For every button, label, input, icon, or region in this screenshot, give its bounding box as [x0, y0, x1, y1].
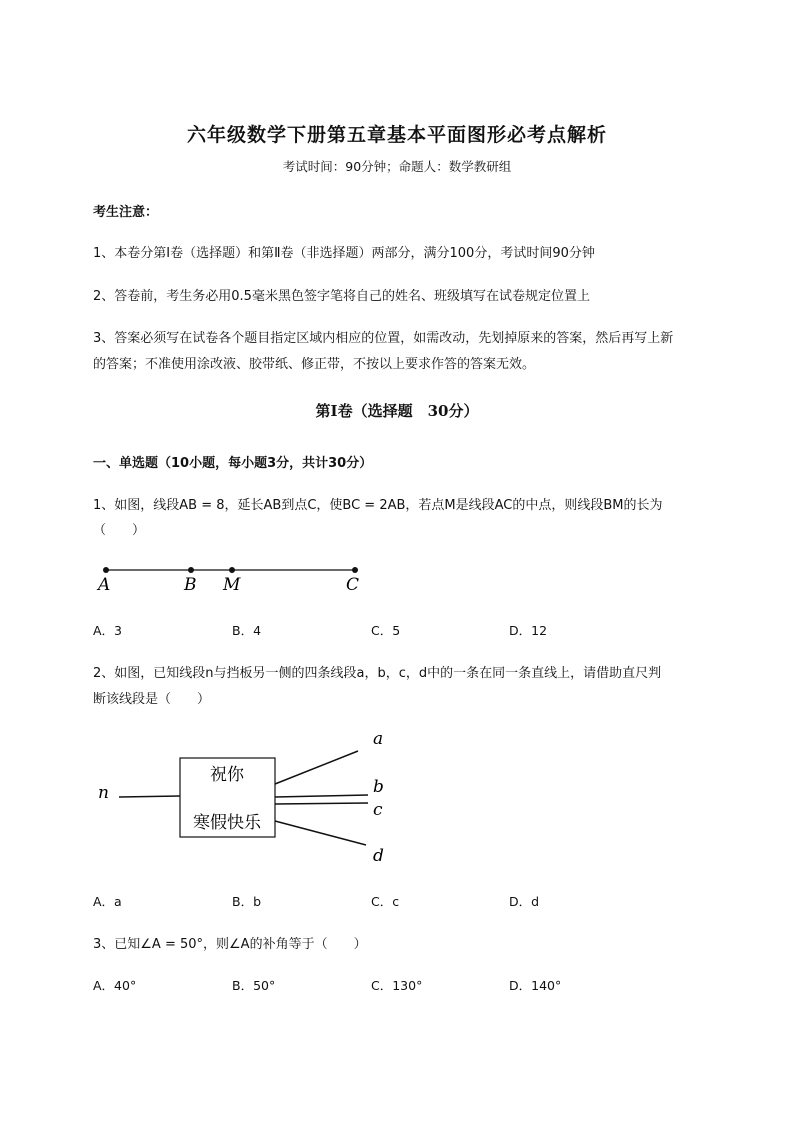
question-1-option-a: A．3 — [93, 623, 123, 638]
line-d — [275, 821, 366, 845]
notice-item-2: 2、答卷前，考生务必用0.5毫米黑色签字笔将自己的姓名、班级填写在试卷规定位置上 — [93, 289, 590, 304]
label-d: d — [373, 846, 384, 866]
question-2-option-a: A．a — [93, 894, 122, 909]
exam-info: 考试时间：90分钟；命题人：数学教研组 — [282, 159, 512, 174]
part-heading: 一、单选题（10小题，每小题3分，共计30分） — [93, 456, 373, 471]
section-title: 第Ⅰ卷（选择题 30分） — [315, 402, 479, 420]
question-1-option-d: D．12 — [509, 623, 548, 638]
question-1-option-c: C．5 — [371, 623, 401, 638]
point-a — [103, 567, 109, 573]
label-a: A — [98, 575, 111, 595]
barrier-text-2: 寒假快乐 — [193, 813, 261, 833]
point-b — [188, 567, 194, 573]
line-a — [275, 751, 358, 784]
notice-heading: 考生注意： — [93, 205, 159, 220]
label-b: B — [184, 575, 197, 595]
question-1-option-b: B．4 — [232, 623, 262, 638]
question-2-paren: 断该线段是（ ） — [93, 692, 211, 707]
question-2-option-c: C．c — [371, 894, 400, 909]
notice-item-3-cont: 的答案；不准使用涂改液、胶带纸、修正带，不按以上要求作答的答案无效。 — [93, 357, 536, 372]
question-2-option-b: B．b — [232, 894, 262, 909]
question-1-text: 1、如图，线段AB = 8，延长AB到点C，使BC = 2AB，若点M是线段AC的中点，则线段BM的长为 — [93, 498, 663, 513]
question-2-option-d: D．d — [509, 894, 540, 909]
page-title: 六年级数学下册第五章基本平面图形必考点解析 — [186, 124, 607, 146]
notice-item-1: 1、本卷分第I卷（选择题）和第Ⅱ卷（非选择题）两部分，满分100分，考试时间90分钟 — [93, 246, 595, 261]
question-3-option-c: C．130° — [371, 978, 423, 993]
label-c: c — [373, 800, 383, 820]
label-c: C — [346, 575, 360, 595]
question-3-option-a: A．40° — [93, 978, 137, 993]
question-3-text: 3、已知∠A = 50°，则∠A的补角等于（ ） — [93, 937, 367, 952]
label-a: a — [373, 729, 384, 749]
label-n: n — [98, 783, 109, 803]
barrier-text-1: 祝你 — [210, 765, 244, 785]
question-1-paren: （ ） — [93, 523, 146, 538]
label-b: b — [373, 777, 384, 797]
point-m — [229, 567, 235, 573]
line-n — [119, 796, 180, 797]
question-3-option-b: B．50° — [232, 978, 276, 993]
line-c — [275, 803, 368, 804]
question-2-figure — [90, 720, 410, 870]
question-2-text: 2、如图，已知线段n与挡板另一侧的四条线段a，b，c，d中的一条在同一条直线上，请借助直尺判 — [93, 666, 662, 681]
question-1-figure — [90, 555, 380, 600]
notice-item-3: 3、答案必须写在试卷各个题目指定区域内相应的位置，如需改动，先划掉原来的答案，然后再写上新 — [93, 331, 674, 346]
line-b — [275, 795, 368, 797]
label-m: M — [223, 575, 241, 595]
question-3-option-d: D．140° — [509, 978, 562, 993]
point-c — [352, 567, 358, 573]
